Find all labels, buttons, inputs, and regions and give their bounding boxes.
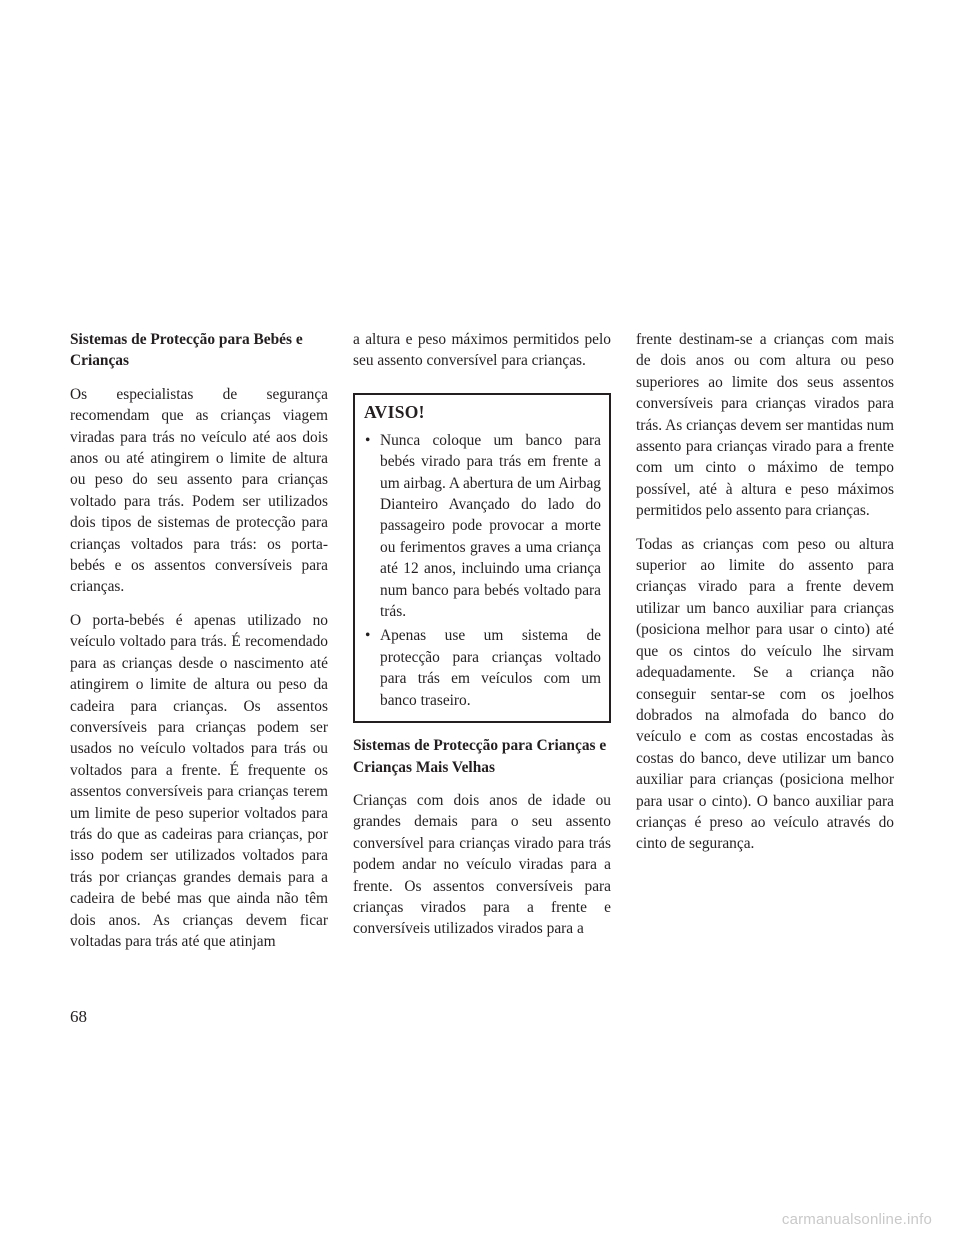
paragraph-continued: frente destinam-se a crianças com mais de dois anos ou com altura ou peso superiores ao limite dos seus assentos conversíveis para crianças virados para trás. As crianças devem ser mantidas num assento para crianças virado para a frente com um cinto o máximo de tempo possível, até à altura e peso máximos permitidos pelo assento para crianças. (636, 331, 894, 520)
warning-list (363, 430, 601, 711)
paragraph: O porta-bebés é apenas utilizado no veículo voltado para trás. É recomendado para as crianças desde o nascimento até atingirem o limite de altura ou peso da cadeira para crianças. Os assentos conversíveis para crianças podem ser usados no veículo voltados para trás ou voltados para a frente. É frequente os assentos conversíveis para crianças terem um limite de peso superior voltados para trás do que as cadeiras para crianças, por isso podem ser utilizados voltados para trás por crianças grandes demais para a cadeira de bebé mas que ainda não têm dois anos. As crianças devem ficar voltadas para trás até que atinjam (70, 611, 328, 950)
column-right (636, 329, 894, 867)
paragraph-continued: a altura e peso máximos permitidos pelo seu assento conversível para crianças. (353, 331, 611, 370)
section-heading-infant-child: Sistemas de Protecção para Bebés e Crianças (70, 331, 303, 370)
warning-box (353, 393, 611, 723)
paragraph: Os especialistas de segurança recomendam que as crianças viagem viradas para trás no veículo até aos dois anos ou até atingirem o limite de altura ou peso do seu assento para crianças voltado para trás. Podem ser utilizados dois tipos de sistemas de protecção para crianças voltados para trás: os porta-bebés e os assentos conversíveis para crianças. (70, 385, 328, 596)
watermark: carmanualsonline.info (781, 1211, 932, 1228)
page-number: 68 (70, 1007, 87, 1026)
warning-item-text: Nunca coloque um banco para bebés virado para trás em frente a um airbag. A abertura de um Airbag Dianteiro Avançado do lado do passageiro pode provocar a morte ou ferimentos graves a uma criança até 12 anos, incluindo uma criança num banco para bebés voltado para trás. (380, 431, 601, 621)
paragraph: Crianças com dois anos de idade ou grandes demais para o seu assento conversível para crianças virado para trás podem andar no veículo viradas para a frente. Os assentos conversíveis para crianças virados para a frente e conversíveis utilizados virados para a (353, 791, 611, 938)
warning-item (363, 625, 601, 711)
column-left (70, 329, 328, 964)
column-middle (353, 329, 611, 952)
warning-title: AVISO! (364, 401, 425, 422)
warning-item (363, 430, 601, 623)
paragraph: Todas as crianças com peso ou altura superior ao limite do assento para crianças virado para a frente devem utilizar um banco auxiliar para crianças (posiciona melhor para usar o cinto) até que os cintos do veículo lhe sirvam adequadamente. Se a criança não conseguir sentar-se com os joelhos dobrados na almofada do banco do veículo e com as costas encostadas às costas do banco, deve utilizar um banco auxiliar para crianças (posiciona melhor para usar o cinto). O banco auxiliar para crianças é preso ao veículo através do cinto de segurança. (636, 535, 894, 853)
bullet-icon: • (365, 431, 371, 449)
section-heading-older-children: Sistemas de Protecção para Crianças e Crianças Mais Velhas (353, 737, 607, 776)
warning-item-text: Apenas use um sistema de protecção para crianças voltado para trás em veículos com um banco traseiro. (380, 627, 601, 709)
bullet-icon: • (365, 627, 371, 645)
